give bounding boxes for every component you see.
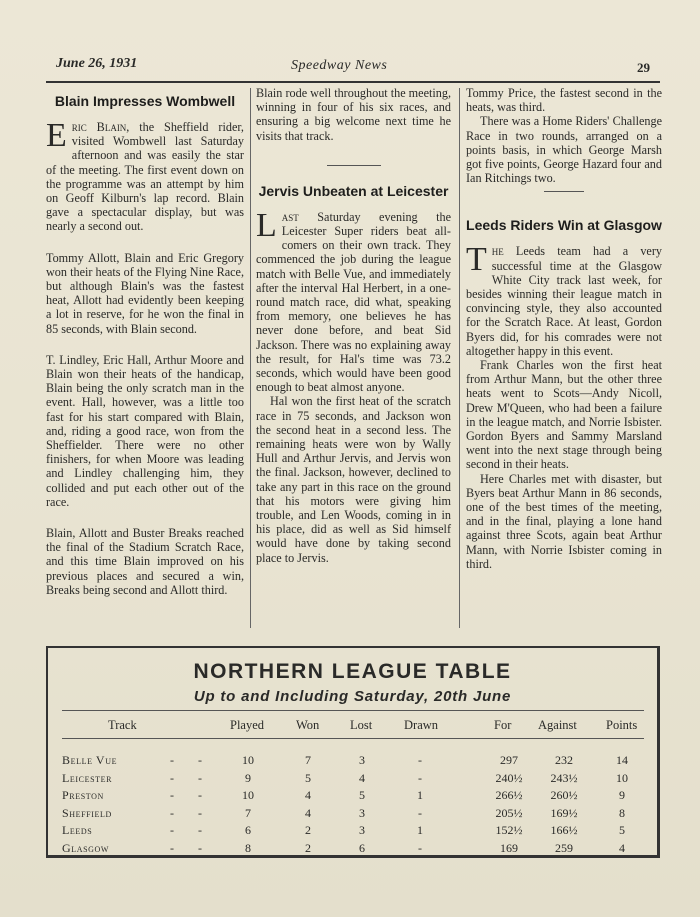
article-paragraph — [256, 206, 451, 395]
paragraph-text: Leeds team had a very successful time at the Glasgow White City track last week, for besides winning their league match in convincing style, they also accounted for the Scratch Race. At least, Gordon Byers did, for his comrades were not altogether happy in this event. — [466, 244, 662, 358]
article-paragraph: Frank Charles won the first heat from Arthur Mann, but the other three heats went to Scots—Andy Nicoll, Drew M'Queen, who had been a failure in the league match, and Norrie Isbister. Gordon Byers and Sammy Marsland went into the next stage through being second in their heats. — [466, 358, 662, 472]
table-cell-against: 259 — [555, 841, 573, 855]
table-cell-dash2: - — [198, 805, 202, 820]
article-paragraph: T. Lindley, Eric Hall, Arthur Moore and Blain won their heats of the handicap, Blain being the only scratch man in the event. Hall, however, was a little too fast for his start compared with Blain, and, riding a good race, won from the Sheffielder. There were no other finishers, for when Moore was leading and Lindley challenging him, they collided and put each other out of the race. — [46, 352, 244, 509]
table-cell-for: 266½ — [495, 788, 523, 803]
table-cell-dash1: - — [170, 823, 174, 838]
table-cell-lost: 3 — [359, 805, 365, 820]
lead-in: he — [491, 244, 504, 259]
table-cell-won: 7 — [305, 753, 311, 767]
section-separator — [327, 165, 381, 166]
issue-date: June 26, 1931 — [56, 56, 138, 71]
table-cell-won: 4 — [305, 805, 311, 820]
table-cell-against: 232 — [555, 753, 573, 767]
table-cell-dash2: - — [198, 841, 202, 855]
article-paragraph: Hal won the first heat of the scratch race in 75 seconds, and Jackson won the second heat in a second less. The remaining heats were won by Wally Hull and Arthur Jervis, and Jervis won the final. Jackson, however, declined to take any part in this race on the ground that his motors were giving him trouble, and Len Woods, coming in in his place, did as well as Sid himself would have done by taking second place to Jervis. — [256, 394, 451, 565]
column-header-points: Points — [606, 718, 638, 732]
table-cell-dash1: - — [170, 753, 174, 767]
table-cell-for: 152½ — [495, 823, 523, 838]
column-2 — [256, 86, 451, 565]
table-cell-points: 8 — [619, 805, 625, 820]
table-cell-lost: 3 — [359, 753, 365, 767]
table-cell-drawn: 1 — [417, 823, 423, 838]
drop-cap: L — [256, 206, 277, 244]
table-cell-track: Preston — [62, 788, 104, 803]
table-cell-dash2: - — [198, 823, 202, 838]
table-cell-lost: 4 — [359, 770, 365, 785]
column-divider — [459, 88, 460, 628]
paragraph-text: Saturday evening the Leicester Super riders beat all-comers on their own track. They commenced the job during the league match with Belle Vue, and immediately after the interval Hal Herbert, in a one-round match race, did what, speaking from memory, one believes he has never done before, and beat Sid Jackson. There was no explaining away the result, for Hal's time was 73.2 seconds, which would have been good enough to beat almost anyone. — [256, 209, 451, 395]
table-cell-dash1: - — [170, 841, 174, 855]
table-cell-drawn: - — [418, 753, 422, 767]
article-paragraph: Tommy Price, the fastest second in the heats, was third. — [466, 86, 662, 115]
publication-title: Speedway News — [291, 58, 388, 73]
table-cell-drawn: - — [418, 805, 422, 820]
page-header — [46, 56, 658, 82]
column-header-against: Against — [538, 718, 577, 732]
table-cell-played: 8 — [245, 841, 251, 855]
section-separator — [544, 191, 584, 192]
table-cell-won: 5 — [305, 770, 311, 785]
article-paragraph: Here Charles met with disaster, but Byers beat Arthur Mann in 86 seconds, one of the best times of the meeting, and in the final, playing a lone hand against three Scots, again beat Arthur Mann, with Norrie Isbister coming in third. — [466, 471, 662, 571]
table-cell-points: 10 — [616, 770, 628, 785]
column-divider — [250, 88, 251, 628]
drop-cap: T — [466, 241, 487, 279]
table-cell-track: Leeds — [62, 823, 93, 838]
table-cell-played: 7 — [245, 805, 251, 820]
column-header-track: Track — [108, 718, 137, 732]
column-header-won: Won — [296, 718, 320, 732]
column-header-lost: Lost — [350, 718, 373, 732]
article-paragraph: Blain rode well throughout the meeting, winning in four of his six races, and ensuring a big welcome next time he visits that track. — [256, 86, 451, 143]
table-cell-drawn: 1 — [417, 788, 423, 803]
table-cell-against: 166½ — [550, 823, 578, 838]
table-cell-played: 10 — [242, 788, 254, 803]
table-cell-for: 240½ — [495, 770, 523, 785]
table-cell-lost: 5 — [359, 788, 365, 803]
table-cell-dash1: - — [170, 805, 174, 820]
table-cell-played: 6 — [245, 823, 251, 838]
table-rule — [62, 738, 644, 739]
table-cell-drawn: - — [418, 770, 422, 785]
table-cell-drawn: - — [418, 841, 422, 855]
table-rule — [62, 710, 644, 711]
paragraph-text: the Sheffield rider, visited Wombwell last Saturday afternoon and was easily the star of the meeting. The first event down on the programme was an attempt by him on Geoff Kilburn's lap record. Blain gave a spectacular display, but was nearly a second out. — [46, 120, 244, 234]
table-cell-against: 169½ — [550, 805, 578, 820]
article-headline: Jervis Unbeaten at Leicester — [258, 182, 449, 199]
page-number: 29 — [637, 60, 650, 75]
table-cell-for: 169 — [500, 841, 518, 855]
article-paragraph: There was a Home Riders' Challenge Race in two rounds, arranged on a points basis, in which George Marsh got five points, George Hazard four and Ian Ritchings two. — [466, 114, 662, 186]
table-cell-lost: 3 — [359, 823, 365, 838]
table-cell-track: Glasgow — [62, 841, 110, 855]
table-cell-track: Leicester — [62, 770, 113, 785]
table-cell-played: 9 — [245, 770, 251, 785]
table-cell-dash2: - — [198, 753, 202, 767]
table-cell-dash2: - — [198, 770, 202, 785]
table-cell-lost: 6 — [359, 841, 365, 855]
drop-cap: E — [46, 117, 67, 154]
table-cell-dash1: - — [170, 788, 174, 803]
article-headline: Leeds Riders Win at Glasgow — [466, 217, 662, 234]
table-cell-against: 243½ — [550, 770, 578, 785]
league-table — [46, 646, 660, 858]
table-cell-points: 14 — [616, 753, 628, 767]
header-rule — [46, 81, 660, 83]
column-3 — [466, 86, 662, 571]
table-cell-track: Sheffield — [62, 805, 112, 820]
table-cell-for: 297 — [500, 753, 518, 767]
lead-in: ric Blain, — [71, 120, 130, 134]
league-table-subtitle: Up to and Including Saturday, 20th June — [193, 688, 512, 705]
table-cell-dash1: - — [170, 770, 174, 785]
column-1 — [46, 90, 244, 608]
article-paragraph — [466, 241, 662, 358]
table-cell-won: 4 — [305, 788, 311, 803]
table-cell-played: 10 — [242, 753, 254, 767]
table-cell-track: Belle Vue — [62, 753, 118, 767]
table-cell-dash2: - — [198, 788, 202, 803]
league-table-title: NORTHERN LEAGUE TABLE — [193, 660, 512, 683]
table-cell-points: 4 — [619, 841, 625, 855]
table-cell-points: 9 — [619, 788, 625, 803]
article-paragraph — [46, 117, 244, 234]
table-cell-won: 2 — [305, 823, 311, 838]
article-paragraph: Tommy Allott, Blain and Eric Gregory won their heats of the Flying Nine Race, but although Blain's was the fastest heat, Allott had evidently been keeping a lot in reserve, for he won the final in 85 seconds, with Blain second. — [46, 250, 244, 336]
table-cell-against: 260½ — [550, 788, 578, 803]
column-header-played: Played — [230, 718, 265, 732]
column-header-for: For — [494, 718, 512, 732]
lead-in: ast — [281, 209, 299, 224]
article-headline: Blain Impresses Wombwell — [54, 93, 236, 109]
column-header-drawn: Drawn — [404, 718, 439, 732]
table-cell-for: 205½ — [495, 805, 523, 820]
article-paragraph: Blain, Allott and Buster Breaks reached the final of the Stadium Scratch Race, and this time Blain improved on his previous places and secured a win, Breaks being second and Allott third. — [46, 526, 244, 597]
table-cell-won: 2 — [305, 841, 311, 855]
table-cell-points: 5 — [619, 823, 625, 838]
